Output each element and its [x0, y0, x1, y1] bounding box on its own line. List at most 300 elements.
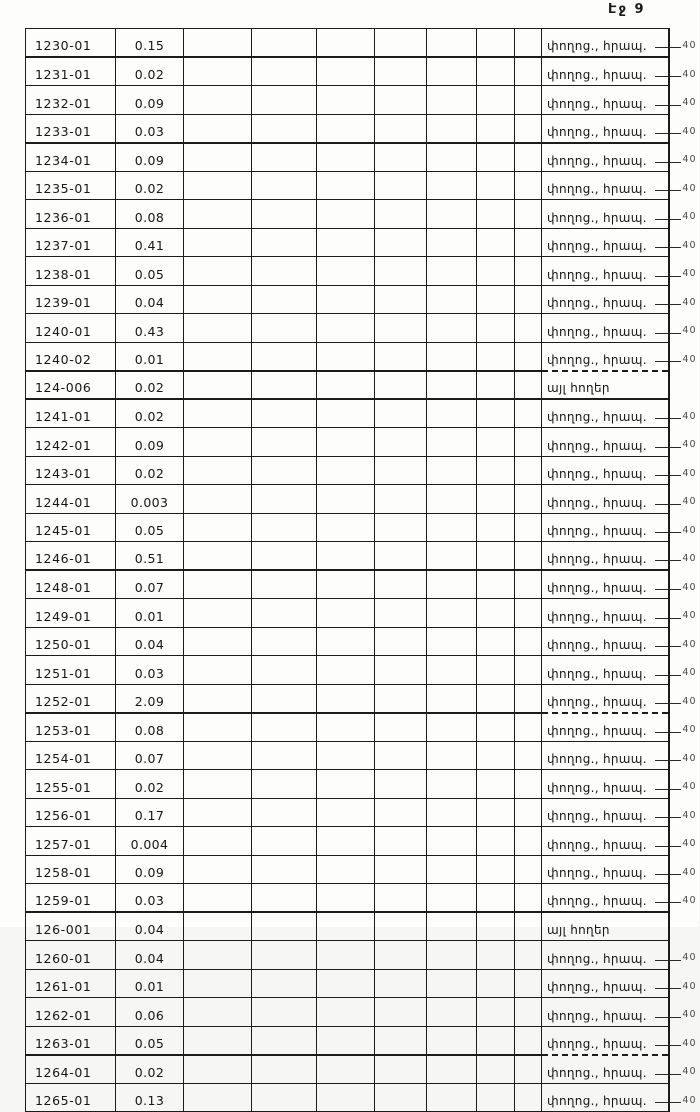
- empty-cell: [375, 171, 427, 200]
- empty-cell: [427, 542, 477, 571]
- empty-cell: [317, 684, 375, 713]
- land-use: փողոց., հրապ.: [542, 941, 669, 970]
- empty-cell: [477, 200, 515, 229]
- empty-cell: [317, 342, 375, 371]
- empty-cell: [184, 912, 252, 941]
- empty-cell: [252, 713, 317, 742]
- empty-cell: [427, 1026, 477, 1055]
- land-use: փողոց., հրապ.: [542, 342, 669, 371]
- empty-cell: [427, 29, 477, 58]
- empty-cell: [184, 114, 252, 143]
- empty-cell: [515, 912, 542, 941]
- empty-cell: [252, 570, 317, 599]
- empty-cell: [252, 770, 317, 799]
- table-row: [26, 257, 700, 286]
- area-value: 0.02: [116, 1055, 184, 1084]
- land-use: փողոց., հրապ.: [542, 542, 669, 571]
- table-row: [26, 513, 700, 542]
- empty-cell: [252, 114, 317, 143]
- edge-number: 40: [669, 884, 700, 913]
- edge-number: 40: [669, 713, 700, 742]
- area-value: 0.15: [116, 29, 184, 58]
- empty-cell: [184, 86, 252, 115]
- empty-cell: [427, 399, 477, 428]
- empty-cell: [375, 542, 427, 571]
- empty-cell: [317, 798, 375, 827]
- parcel-code: 1233-01: [26, 114, 116, 143]
- table-row: [26, 627, 700, 656]
- empty-cell: [184, 542, 252, 571]
- empty-cell: [184, 143, 252, 172]
- empty-cell: [184, 1026, 252, 1055]
- table-row: [26, 741, 700, 770]
- table-row: [26, 86, 700, 115]
- parcel-code: 1262-01: [26, 998, 116, 1027]
- empty-cell: [252, 29, 317, 58]
- empty-cell: [375, 656, 427, 685]
- table-row: [26, 912, 700, 941]
- parcel-code: 1238-01: [26, 257, 116, 286]
- land-use: փողոց., հրապ.: [542, 969, 669, 998]
- edge-number: 40: [669, 399, 700, 428]
- edge-number: 40: [669, 542, 700, 571]
- land-use: փողոց., հրապ.: [542, 570, 669, 599]
- empty-cell: [375, 485, 427, 514]
- empty-cell: [317, 257, 375, 286]
- empty-cell: [515, 969, 542, 998]
- land-use: փողոց., հրապ.: [542, 855, 669, 884]
- empty-cell: [477, 86, 515, 115]
- table-row: [26, 998, 700, 1027]
- empty-cell: [477, 228, 515, 257]
- empty-cell: [252, 969, 317, 998]
- land-use: փողոց., հրապ.: [542, 456, 669, 485]
- empty-cell: [184, 599, 252, 628]
- empty-cell: [427, 912, 477, 941]
- empty-cell: [317, 29, 375, 58]
- land-use: փողոց., հրապ.: [542, 684, 669, 713]
- empty-cell: [375, 57, 427, 86]
- table-row: [26, 656, 700, 685]
- parcel-code: 1231-01: [26, 57, 116, 86]
- empty-cell: [515, 599, 542, 628]
- table-row: [26, 941, 700, 970]
- edge-number: 40: [669, 998, 700, 1027]
- land-use: փողոց., հրապ.: [542, 599, 669, 628]
- empty-cell: [317, 855, 375, 884]
- table-row: [26, 57, 700, 86]
- empty-cell: [375, 200, 427, 229]
- empty-cell: [477, 798, 515, 827]
- empty-cell: [317, 57, 375, 86]
- land-use: փողոց., հրապ.: [542, 171, 669, 200]
- empty-cell: [184, 684, 252, 713]
- empty-cell: [317, 599, 375, 628]
- empty-cell: [317, 969, 375, 998]
- empty-cell: [515, 684, 542, 713]
- empty-cell: [477, 570, 515, 599]
- edge-number: 40: [669, 627, 700, 656]
- empty-cell: [184, 513, 252, 542]
- edge-number: 40: [669, 798, 700, 827]
- area-value: 2.09: [116, 684, 184, 713]
- empty-cell: [317, 656, 375, 685]
- empty-cell: [515, 171, 542, 200]
- empty-cell: [375, 114, 427, 143]
- empty-cell: [427, 485, 477, 514]
- empty-cell: [427, 86, 477, 115]
- parcel-code: 1249-01: [26, 599, 116, 628]
- empty-cell: [515, 29, 542, 58]
- area-value: 0.02: [116, 399, 184, 428]
- empty-cell: [184, 228, 252, 257]
- empty-cell: [317, 114, 375, 143]
- empty-cell: [252, 228, 317, 257]
- area-value: 0.05: [116, 257, 184, 286]
- land-use: փողոց., հրապ.: [542, 228, 669, 257]
- edge-number: 40: [669, 342, 700, 371]
- land-use: փողոց., հրապ.: [542, 428, 669, 457]
- parcel-code: 1255-01: [26, 770, 116, 799]
- empty-cell: [184, 713, 252, 742]
- empty-cell: [184, 399, 252, 428]
- empty-cell: [184, 29, 252, 58]
- empty-cell: [252, 200, 317, 229]
- empty-cell: [515, 941, 542, 970]
- empty-cell: [515, 656, 542, 685]
- land-use: այլ հողեր: [542, 912, 669, 941]
- empty-cell: [184, 627, 252, 656]
- empty-cell: [515, 456, 542, 485]
- land-use: փողոց., հրապ.: [542, 1055, 669, 1084]
- empty-cell: [515, 827, 542, 856]
- empty-cell: [317, 371, 375, 400]
- area-value: 0.08: [116, 713, 184, 742]
- edge-number: 40: [669, 827, 700, 856]
- empty-cell: [252, 1026, 317, 1055]
- empty-cell: [477, 513, 515, 542]
- empty-cell: [427, 57, 477, 86]
- empty-cell: [252, 998, 317, 1027]
- land-use: փողոց., հրապ.: [542, 314, 669, 343]
- empty-cell: [375, 912, 427, 941]
- empty-cell: [477, 1055, 515, 1084]
- area-value: 0.04: [116, 912, 184, 941]
- edge-number: 40: [669, 114, 700, 143]
- empty-cell: [184, 428, 252, 457]
- empty-cell: [477, 713, 515, 742]
- empty-cell: [375, 713, 427, 742]
- empty-cell: [477, 1026, 515, 1055]
- empty-cell: [427, 171, 477, 200]
- empty-cell: [184, 200, 252, 229]
- parcel-code: 1258-01: [26, 855, 116, 884]
- edge-number: 40: [669, 257, 700, 286]
- empty-cell: [515, 542, 542, 571]
- empty-cell: [477, 542, 515, 571]
- empty-cell: [515, 285, 542, 314]
- table-row: [26, 143, 700, 172]
- empty-cell: [375, 627, 427, 656]
- empty-cell: [477, 143, 515, 172]
- edge-number: 40: [669, 485, 700, 514]
- edge-number: 40: [669, 86, 700, 115]
- edge-number: 40: [669, 1083, 700, 1112]
- page-number: Էջ 9: [608, 2, 646, 17]
- empty-cell: [317, 285, 375, 314]
- area-value: 0.003: [116, 485, 184, 514]
- empty-cell: [252, 342, 317, 371]
- parcel-code: 1242-01: [26, 428, 116, 457]
- empty-cell: [427, 941, 477, 970]
- empty-cell: [375, 599, 427, 628]
- empty-cell: [477, 456, 515, 485]
- empty-cell: [375, 1026, 427, 1055]
- parcel-code: 1236-01: [26, 200, 116, 229]
- edge-number: 40: [669, 228, 700, 257]
- empty-cell: [515, 257, 542, 286]
- empty-cell: [252, 428, 317, 457]
- empty-cell: [184, 798, 252, 827]
- empty-cell: [375, 570, 427, 599]
- empty-cell: [427, 1055, 477, 1084]
- table-row: [26, 713, 700, 742]
- area-value: 0.04: [116, 941, 184, 970]
- empty-cell: [427, 143, 477, 172]
- edge-number: 40: [669, 656, 700, 685]
- empty-cell: [477, 371, 515, 400]
- empty-cell: [252, 456, 317, 485]
- parcel-code: 1237-01: [26, 228, 116, 257]
- empty-cell: [427, 1083, 477, 1112]
- empty-cell: [252, 798, 317, 827]
- empty-cell: [477, 29, 515, 58]
- parcel-code: 1250-01: [26, 627, 116, 656]
- parcel-code: 1240-01: [26, 314, 116, 343]
- empty-cell: [252, 86, 317, 115]
- empty-cell: [515, 741, 542, 770]
- empty-cell: [252, 542, 317, 571]
- edge-number: 40: [669, 941, 700, 970]
- empty-cell: [317, 513, 375, 542]
- empty-cell: [317, 1055, 375, 1084]
- empty-cell: [477, 57, 515, 86]
- area-value: 0.41: [116, 228, 184, 257]
- empty-cell: [427, 969, 477, 998]
- empty-cell: [477, 941, 515, 970]
- area-value: 0.01: [116, 969, 184, 998]
- empty-cell: [477, 827, 515, 856]
- parcel-code: 1256-01: [26, 798, 116, 827]
- empty-cell: [252, 513, 317, 542]
- edge-number: 40: [669, 57, 700, 86]
- edge-number: 40: [669, 684, 700, 713]
- empty-cell: [317, 171, 375, 200]
- empty-cell: [375, 228, 427, 257]
- empty-cell: [317, 998, 375, 1027]
- parcel-code: 1259-01: [26, 884, 116, 913]
- table-row: [26, 570, 700, 599]
- empty-cell: [252, 656, 317, 685]
- empty-cell: [515, 798, 542, 827]
- empty-cell: [317, 428, 375, 457]
- empty-cell: [427, 741, 477, 770]
- parcel-code: 126-001: [26, 912, 116, 941]
- empty-cell: [375, 1083, 427, 1112]
- empty-cell: [184, 570, 252, 599]
- area-value: 0.13: [116, 1083, 184, 1112]
- empty-cell: [184, 1055, 252, 1084]
- empty-cell: [375, 143, 427, 172]
- land-use: փողոց., հրապ.: [542, 399, 669, 428]
- table-row: [26, 884, 700, 913]
- edge-number: 40: [669, 513, 700, 542]
- parcel-code: 1251-01: [26, 656, 116, 685]
- area-value: 0.09: [116, 855, 184, 884]
- empty-cell: [427, 200, 477, 229]
- area-value: 0.09: [116, 428, 184, 457]
- empty-cell: [515, 1055, 542, 1084]
- empty-cell: [252, 1083, 317, 1112]
- empty-cell: [515, 371, 542, 400]
- edge-number: 40: [669, 1055, 700, 1084]
- parcel-code: 1235-01: [26, 171, 116, 200]
- land-use: փողոց., հրապ.: [542, 29, 669, 58]
- empty-cell: [427, 228, 477, 257]
- area-value: 0.01: [116, 342, 184, 371]
- empty-cell: [317, 399, 375, 428]
- empty-cell: [477, 770, 515, 799]
- empty-cell: [184, 969, 252, 998]
- empty-cell: [515, 200, 542, 229]
- empty-cell: [477, 257, 515, 286]
- empty-cell: [184, 998, 252, 1027]
- empty-cell: [515, 143, 542, 172]
- land-use: փողոց., հրապ.: [542, 285, 669, 314]
- empty-cell: [252, 485, 317, 514]
- area-value: 0.51: [116, 542, 184, 571]
- empty-cell: [184, 171, 252, 200]
- empty-cell: [317, 456, 375, 485]
- parcel-table-body: [26, 29, 700, 1112]
- empty-cell: [477, 656, 515, 685]
- edge-number: 40: [669, 314, 700, 343]
- area-value: 0.02: [116, 171, 184, 200]
- empty-cell: [375, 342, 427, 371]
- empty-cell: [184, 57, 252, 86]
- empty-cell: [184, 456, 252, 485]
- empty-cell: [477, 599, 515, 628]
- empty-cell: [252, 1055, 317, 1084]
- land-use: փողոց., հրապ.: [542, 86, 669, 115]
- empty-cell: [515, 513, 542, 542]
- empty-cell: [375, 855, 427, 884]
- empty-cell: [252, 884, 317, 913]
- parcel-code: 1264-01: [26, 1055, 116, 1084]
- empty-cell: [515, 1083, 542, 1112]
- land-use: այլ հողեր: [542, 371, 669, 400]
- parcel-code: 1265-01: [26, 1083, 116, 1112]
- area-value: 0.09: [116, 86, 184, 115]
- land-use: փողոց., հրապ.: [542, 257, 669, 286]
- empty-cell: [317, 200, 375, 229]
- empty-cell: [317, 827, 375, 856]
- empty-cell: [427, 599, 477, 628]
- empty-cell: [252, 143, 317, 172]
- table-row: [26, 1055, 700, 1084]
- empty-cell: [252, 741, 317, 770]
- empty-cell: [252, 627, 317, 656]
- edge-number: 40: [669, 599, 700, 628]
- empty-cell: [375, 827, 427, 856]
- empty-cell: [252, 399, 317, 428]
- empty-cell: [427, 257, 477, 286]
- empty-cell: [375, 1055, 427, 1084]
- empty-cell: [317, 314, 375, 343]
- parcel-code: 1243-01: [26, 456, 116, 485]
- edge-number: 40: [669, 456, 700, 485]
- table-row: [26, 485, 700, 514]
- empty-cell: [477, 969, 515, 998]
- area-value: 0.43: [116, 314, 184, 343]
- empty-cell: [477, 171, 515, 200]
- empty-cell: [375, 456, 427, 485]
- empty-cell: [184, 342, 252, 371]
- empty-cell: [427, 371, 477, 400]
- empty-cell: [375, 29, 427, 58]
- empty-cell: [252, 257, 317, 286]
- empty-cell: [252, 855, 317, 884]
- empty-cell: [375, 285, 427, 314]
- empty-cell: [427, 428, 477, 457]
- empty-cell: [477, 1083, 515, 1112]
- empty-cell: [515, 713, 542, 742]
- empty-cell: [427, 998, 477, 1027]
- parcel-code: 1260-01: [26, 941, 116, 970]
- empty-cell: [252, 912, 317, 941]
- empty-cell: [375, 257, 427, 286]
- empty-cell: [317, 542, 375, 571]
- empty-cell: [427, 684, 477, 713]
- table-row: [26, 114, 700, 143]
- area-value: 0.02: [116, 770, 184, 799]
- edge-number: 40: [669, 770, 700, 799]
- empty-cell: [375, 998, 427, 1027]
- empty-cell: [477, 399, 515, 428]
- land-use: փողոց., հրապ.: [542, 627, 669, 656]
- empty-cell: [515, 884, 542, 913]
- empty-cell: [515, 399, 542, 428]
- edge-number: 40: [669, 570, 700, 599]
- table-row: [26, 171, 700, 200]
- empty-cell: [184, 257, 252, 286]
- empty-cell: [317, 1083, 375, 1112]
- edge-number: 40: [669, 741, 700, 770]
- area-value: 0.02: [116, 57, 184, 86]
- table-row: [26, 285, 700, 314]
- parcel-code: 1241-01: [26, 399, 116, 428]
- empty-cell: [477, 998, 515, 1027]
- parcel-code: 1248-01: [26, 570, 116, 599]
- empty-cell: [477, 485, 515, 514]
- empty-cell: [317, 1026, 375, 1055]
- empty-cell: [252, 314, 317, 343]
- edge-number: 40: [669, 855, 700, 884]
- empty-cell: [317, 713, 375, 742]
- table-row: [26, 228, 700, 257]
- empty-cell: [515, 428, 542, 457]
- area-value: 0.04: [116, 285, 184, 314]
